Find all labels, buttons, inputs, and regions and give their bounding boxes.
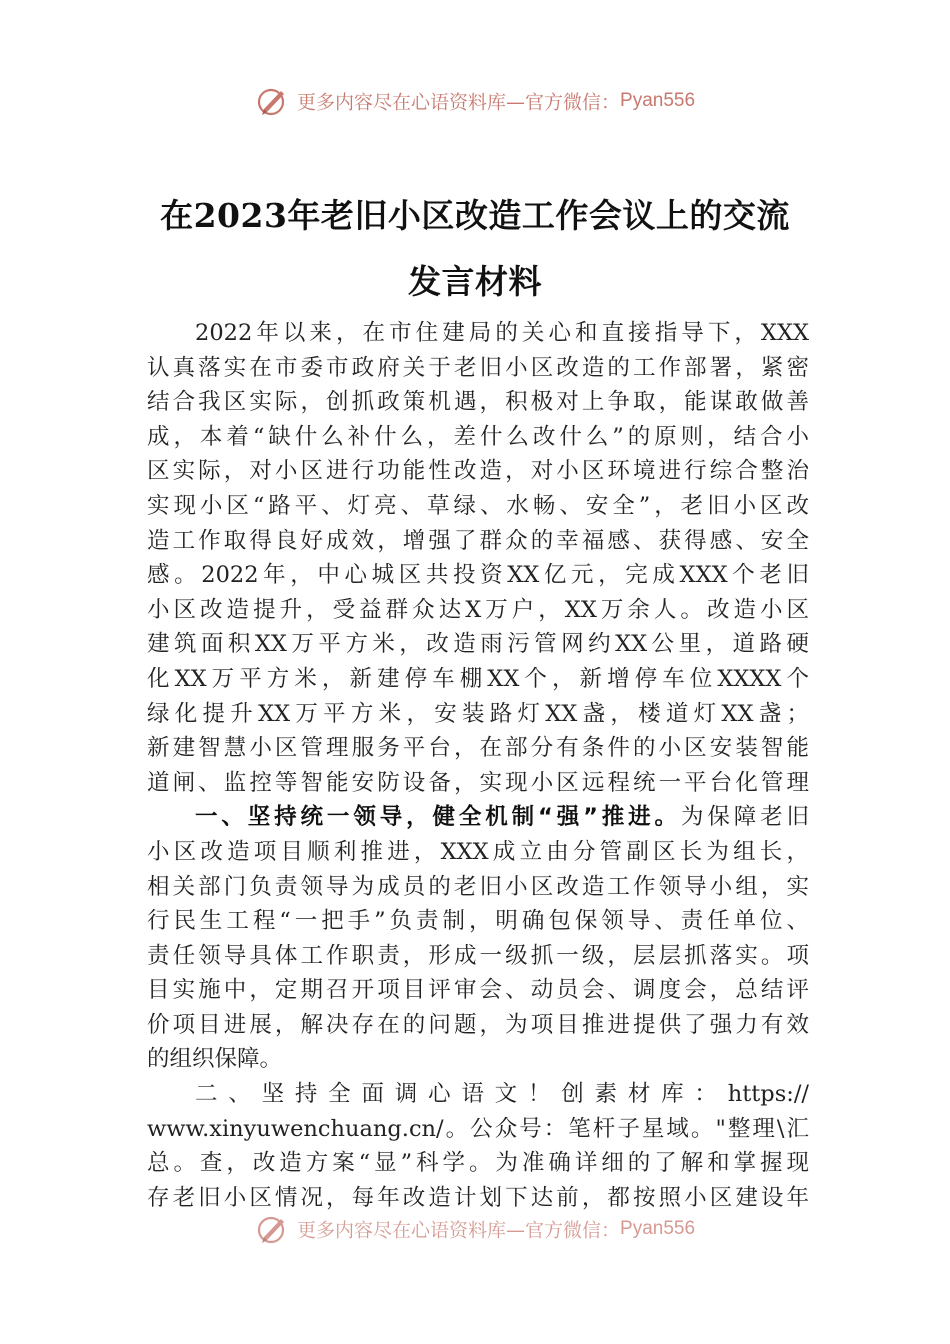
paragraph-line: 存老旧小区情况，每年改造计划下达前，都按照小区建设年 <box>147 1184 809 1211</box>
watermark-header <box>0 84 950 118</box>
paragraph-line: 相关部门负责领导为成员的老旧小区改造工作领导小组，实 <box>147 873 809 900</box>
watermark-text: 更多内容尽在心语资料库—官方微信： <box>297 1219 621 1242</box>
paragraph-line: 行民生工程“一把手”负责制，明确包保领导、责任单位、 <box>147 908 809 935</box>
paragraph-line: 化XX万平方米，新建停车棚XX个，新增停车位XXXX个 <box>147 665 809 692</box>
paragraph-line: 目实施中，定期召开项目评审会、动员会、调度会，总结评 <box>147 977 809 1004</box>
watermark-text: 更多内容尽在心语资料库—官方微信： <box>297 91 621 114</box>
section-1-heading: 一、坚持统一领导，健全机制“强”推进。 <box>195 804 681 831</box>
paragraph-line: 2022年以来，在市住建局的关心和直接指导下，XXX <box>195 320 809 346</box>
paragraph-line: 新建智慧小区管理服务平台，在部分有条件的小区安装智能 <box>147 735 809 762</box>
paragraph-line: 小区改造提升，受益群众达X万户，XX万余人。改造小区 <box>147 596 809 623</box>
watermark-footer <box>0 1212 950 1246</box>
paragraph-line: 总。查，改造方案“显”科学。为准确详细的了解和掌握现 <box>147 1150 809 1177</box>
paragraph-line: 责任领导具体工作职责，形成一级抓一级，层层抓落实。项 <box>147 942 809 969</box>
paragraph-line: 建筑面积XX万平方米，改造雨污管网约XX公里，道路硬 <box>147 631 809 658</box>
paragraph-line: 实现小区“路平、灯亮、草绿、水畅、安全”，老旧小区改 <box>147 492 809 519</box>
paragraph-line: 绿化提升XX万平方米，安装路灯XX盏，楼道灯XX盏； <box>147 700 809 727</box>
paragraph-line: 认真落实在市委市政府关于老旧小区改造的工作部署，紧密 <box>147 354 809 381</box>
section-2-first-line: 二、坚持全面调心语文！创素材库：https:// <box>195 1081 809 1108</box>
paragraph-line: 感。2022年，中心城区共投资XX亿元，完成XXX个老旧 <box>147 562 809 589</box>
section-1-heading-rest: 为保障老旧 <box>680 804 809 831</box>
document-title-line-2: 发言材料 <box>408 262 542 301</box>
document-body <box>147 316 809 1215</box>
paragraph-line: 造工作取得良好成效，增强了群众的幸福感、获得感、安全 <box>147 527 809 554</box>
section-1-first-line <box>147 800 809 835</box>
paragraph-line: 的组织保障。 <box>147 1046 283 1073</box>
pen-logo-icon <box>255 1212 289 1246</box>
paragraph-line: 道闸、监控等智能安防设备，实现小区远程统一平台化管理 <box>147 769 809 796</box>
paragraph-line: 区实际，对小区进行功能性改造，对小区环境进行综合整治 <box>147 458 809 485</box>
paragraph-line: 结合我区实际，创抓政策机遇，积极对上争取，能谋敢做善 <box>147 389 809 416</box>
watermark-wechat-id: Pyan556 <box>620 1218 696 1239</box>
document-title-line-1: 在2023年老旧小区改造工作会议上的交流 <box>160 196 790 235</box>
paragraph-line: 价项目进展，解决存在的问题，为项目推进提供了强力有效 <box>147 1011 809 1038</box>
paragraph-line: 成，本着“缺什么补什么，差什么改什么”的原则，结合小 <box>147 423 809 450</box>
paragraph-line: www.xinyuwenchuang.cn/。公众号：笔杆子星域。"整理\汇 <box>147 1115 809 1142</box>
watermark-wechat-id: Pyan556 <box>620 90 696 111</box>
paragraph-line: 小区改造项目顺利推进，XXX成立由分管副区长为组长， <box>147 838 809 865</box>
pen-logo-icon <box>255 84 289 118</box>
